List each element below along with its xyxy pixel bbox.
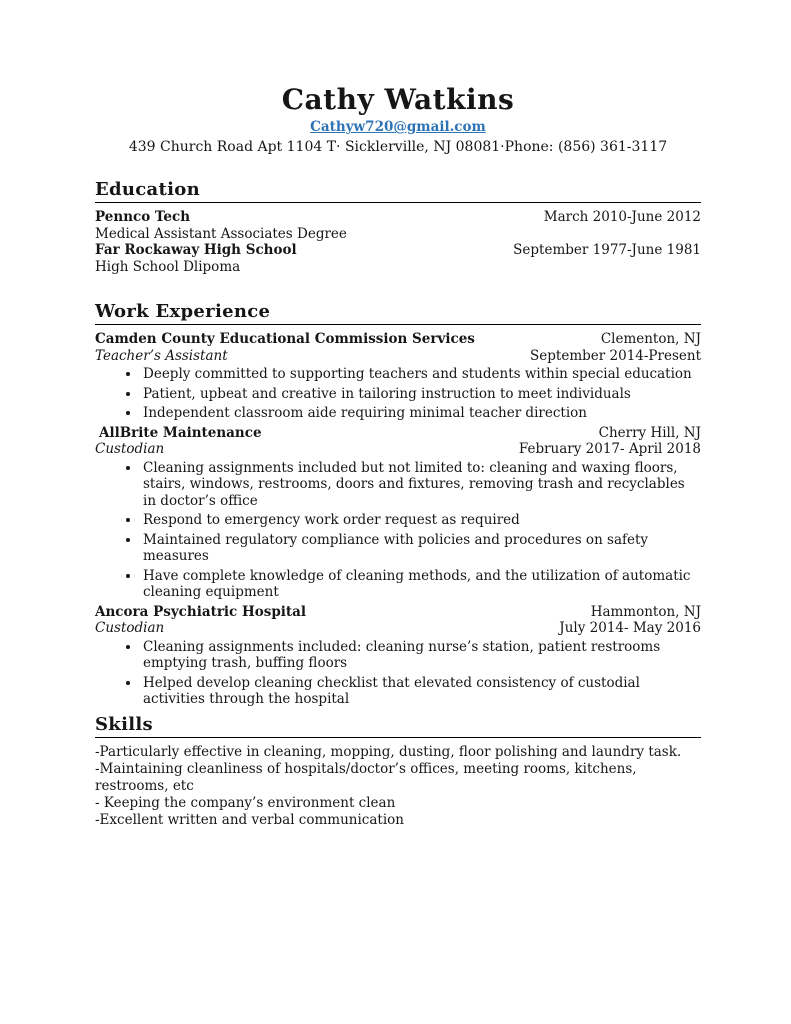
education-dates: September 1977-June 1981 (513, 242, 701, 259)
school-name: Far Rockaway High School (95, 242, 297, 259)
job-entry (95, 425, 701, 601)
job-bullet: • Have complete knowledge of cleaning methods, and the utilization of automatic cleaning equipment (141, 568, 701, 601)
job-title-row (95, 441, 701, 458)
education-entry-row (95, 242, 701, 259)
job-bullet: • Respond to emergency work order request as required (141, 512, 701, 529)
job-title: Custodian (95, 620, 165, 637)
job-location: Hammonton, NJ (590, 603, 701, 620)
job-dates: February 2017- April 2018 (518, 441, 701, 458)
job-bullet: • Helped develop cleaning checklist that elevated consistency of custodial activities through the hospital (141, 675, 701, 708)
skill-item: -Particularly effective in cleaning, mopping, dusting, floor polishing and laundry task. (95, 743, 682, 760)
job-bullet: • Deeply committed to supporting teachers and students within special education (141, 366, 701, 383)
company-name: AllBrite Maintenance (99, 424, 262, 441)
job-title: Custodian (95, 441, 165, 458)
education-body (95, 203, 701, 275)
job-company-row (95, 604, 701, 621)
candidate-name: Cathy Watkins (281, 83, 515, 116)
job-company-row (95, 331, 701, 348)
skill-item: -Excellent written and verbal communication (95, 811, 404, 828)
work-experience-heading: Work Experience (95, 301, 701, 325)
job-title-row (95, 348, 701, 365)
job-location: Clementon, NJ (600, 331, 701, 348)
skill-item: -Maintaining cleanliness of hospitals/doctor’s offices, meeting rooms, kitchens, restrooms, etc (95, 760, 637, 794)
job-entry (95, 604, 701, 708)
job-location: Cherry Hill, NJ (598, 424, 701, 441)
email-line (95, 119, 701, 135)
job-company-row (95, 425, 701, 442)
job-bullet-list (95, 460, 701, 601)
job-bullet: • Independent classroom aide requiring minimal teacher direction (141, 405, 701, 422)
education-entry-row (95, 209, 701, 226)
education-section (95, 179, 701, 275)
education-heading: Education (95, 179, 701, 203)
job-entry (95, 331, 701, 422)
school-name: Pennco Tech (95, 209, 191, 226)
job-bullet-list (95, 639, 701, 708)
degree-line: High School Dlipoma (95, 258, 241, 275)
job-bullet: • Maintained regulatory compliance with policies and procedures on safety measures (141, 532, 701, 565)
job-title: Teacher’s Assistant (95, 347, 228, 364)
job-title-row (95, 620, 701, 637)
company-name: Camden County Educational Commission Services (95, 331, 475, 348)
job-bullet: • Cleaning assignments included but not limited to: cleaning and waxing floors, stairs, windows, restrooms, doors and fixtures, removing trash and recyclables in doctor’s office (141, 460, 701, 510)
job-bullet: • Patient, upbeat and creative in tailoring instruction to meet individuals (141, 386, 701, 403)
contact-address-line: 439 Church Road Apt 1104 T· Sicklerville, NJ 08081·Phone: (856) 361-3117 (128, 139, 668, 156)
job-dates: July 2014- May 2016 (559, 620, 701, 637)
job-bullet: • Cleaning assignments included: cleaning nurse’s station, patient restrooms emptying trash, buffing floors (141, 639, 701, 672)
company-name: Ancora Psychiatric Hospital (95, 603, 307, 620)
education-dates: March 2010-June 2012 (543, 209, 701, 226)
job-bullet-list (95, 366, 701, 422)
skills-heading: Skills (95, 714, 701, 738)
skills-section (95, 714, 701, 829)
email-link[interactable]: Cathyw720@gmail.com (310, 119, 486, 136)
work-experience-section (95, 301, 701, 708)
degree-line: Medical Assistant Associates Degree (95, 225, 347, 242)
skill-item: - Keeping the company’s environment clean (95, 794, 396, 811)
skills-body (95, 738, 701, 829)
resume-header (95, 84, 701, 155)
job-dates: September 2014-Present (530, 347, 701, 364)
work-experience-body (95, 325, 701, 708)
